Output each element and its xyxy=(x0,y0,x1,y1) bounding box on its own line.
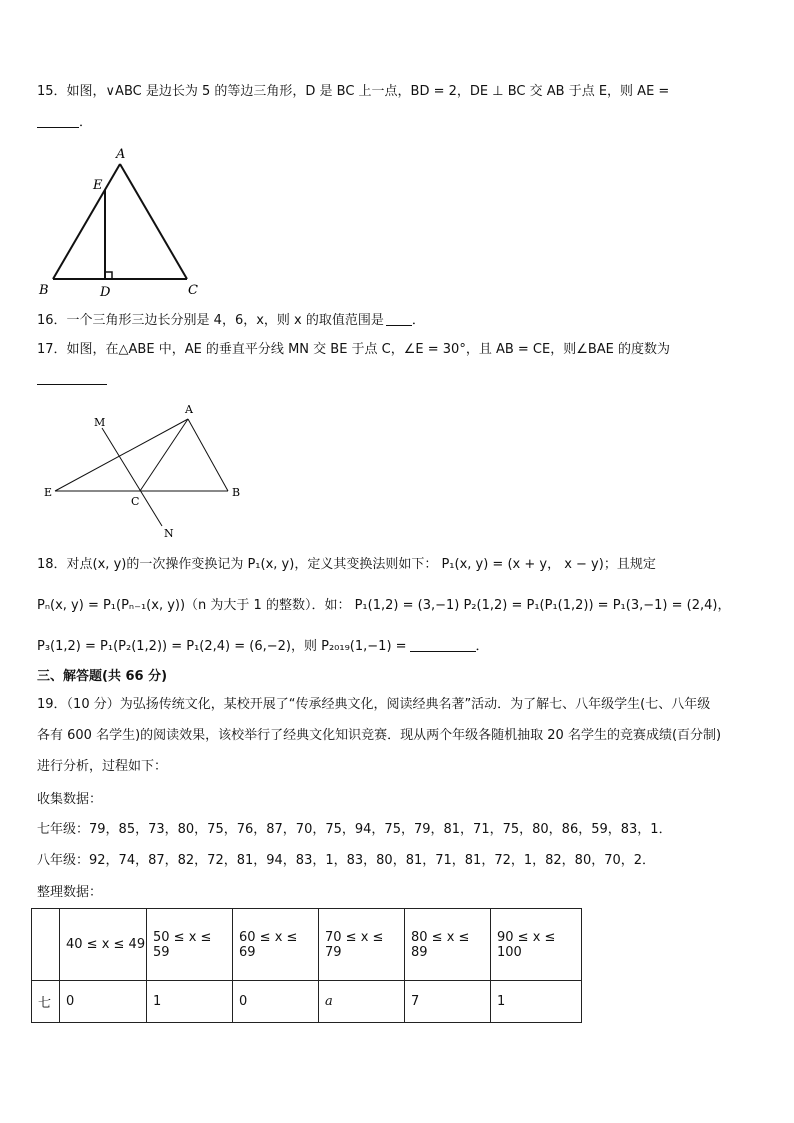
q19-sort-label: 整理数据： xyxy=(37,885,103,900)
section-3-title: 三、解答题(共 66 分) xyxy=(37,669,168,684)
q18-line-2: Pₙ(x, y) = P₁(Pₙ₋₁(x, y))（n 为大于 1 的整数）．如： P₁(1,2) = (3,−1) P₂(1,2) = P₁(P₁(1,2)) = P₁(3,−1) = (2,4)， xyxy=(37,598,731,613)
table-cell: 0 xyxy=(60,981,147,1023)
q18-line-3-text: P₃(1,2) = P₁(P₂(1,2)) = P₁(2,4) = (6,−2)，则 P₂₀₁₉(1,−1) = xyxy=(37,639,407,654)
table-cell: 1 xyxy=(147,981,233,1023)
q16-text-line xyxy=(37,311,425,331)
q17-label-b: B xyxy=(232,486,241,499)
q19-line-2: 各有 600 名学生)的阅读效果，该校举行了经典文化知识竞赛．现从两个年级各随机抽取 20 名学生的竞赛成绩(百分制) xyxy=(37,728,722,743)
q17-label-m: M xyxy=(94,416,106,429)
q16-answer-blank[interactable] xyxy=(386,311,412,326)
table-header-cell: 40 ≤ x ≤ 49 xyxy=(60,909,147,981)
q17-answer-line xyxy=(37,370,107,390)
q15-answer-line xyxy=(37,113,92,133)
table-header-cell xyxy=(32,909,60,981)
table-header-row xyxy=(32,909,582,981)
q17-figure xyxy=(38,398,253,543)
q19-frequency-table xyxy=(31,908,582,1023)
q15-label-d: D xyxy=(100,285,111,300)
table-header-cell: 70 ≤ x ≤ 79 xyxy=(319,909,405,981)
q15-side-ab xyxy=(53,164,120,279)
q18-tail: ． xyxy=(475,639,489,654)
q18-answer-blank[interactable] xyxy=(410,637,476,652)
q17-label-c: C xyxy=(131,495,140,508)
q15-label-e: E xyxy=(93,178,103,193)
q17-line-mn xyxy=(102,428,162,526)
q15-figure xyxy=(30,145,210,300)
q17-segment-ca xyxy=(140,419,188,491)
q15-side-ac xyxy=(120,164,187,279)
q17-label-a: A xyxy=(185,403,193,416)
q17-answer-blank[interactable] xyxy=(37,370,107,385)
q15-text: 15．如图，∨ABC 是边长为 5 的等边三角形，D 是 BC 上一点，BD = 2，DE ⊥ BC 交 AB 于点 E，则 AE = xyxy=(37,84,670,99)
q18-line-1: 18．对点(x, y)的一次操作变换记为 P₁(x, y)，定义其变换法则如下： P₁(x, y) = (x + y， x − y)；且规定 xyxy=(37,557,656,572)
table-cell: 1 xyxy=(491,981,582,1023)
q17-side-ab xyxy=(188,419,228,491)
q16-tail: ． xyxy=(411,313,425,328)
table-header-cell: 50 ≤ x ≤ 59 xyxy=(147,909,233,981)
table-header-cell: 80 ≤ x ≤ 89 xyxy=(405,909,491,981)
q15-label-a: A xyxy=(116,147,126,162)
q16-text: 16．一个三角形三边长分别是 4，6，x，则 x 的取值范围是 xyxy=(37,313,384,328)
q19-line-1: 19．（10 分）为弘扬传统文化，某校开展了“传承经典文化，阅读经典名著”活动．为了解七、八年级学生(七、八年级 xyxy=(37,697,711,712)
q15-label-c: C xyxy=(188,283,198,298)
table-cell: 七 xyxy=(32,981,60,1023)
table-cell: 7 xyxy=(405,981,491,1023)
q15-tail: ． xyxy=(79,115,93,130)
q19-collect-label: 收集数据： xyxy=(37,792,103,807)
table-header-cell: 60 ≤ x ≤ 69 xyxy=(233,909,319,981)
q15-right-angle-mark xyxy=(105,272,112,279)
q17-label-n: N xyxy=(164,527,174,540)
q19-line-3: 进行分析，过程如下： xyxy=(37,759,168,774)
q15-answer-blank[interactable] xyxy=(37,113,79,128)
q19-grade8-data: 八年级：92，74，87，82，72，81，94，83，1，83，80，81，71，81，72，1，82，80，70，2． xyxy=(37,853,656,868)
q15-label-b: B xyxy=(39,283,49,298)
q17-text: 17．如图，在△ABE 中，AE 的垂直平分线 MN 交 BE 于点 C，∠E = 30°，且 AB = CE，则∠BAE 的度数为 xyxy=(37,342,671,357)
q18-line-3 xyxy=(37,637,489,657)
q19-grade7-data: 七年级：79，85，73，80，75，76，87，70，75，94，75，79，81，71，75，80，86，59，83，1． xyxy=(37,822,672,837)
q17-side-ea xyxy=(55,419,188,491)
table-cell: a xyxy=(319,981,405,1023)
table-cell: 0 xyxy=(233,981,319,1023)
table-header-cell: 90 ≤ x ≤ 100 xyxy=(491,909,582,981)
table-row xyxy=(32,981,582,1023)
q17-label-e: E xyxy=(44,486,53,499)
